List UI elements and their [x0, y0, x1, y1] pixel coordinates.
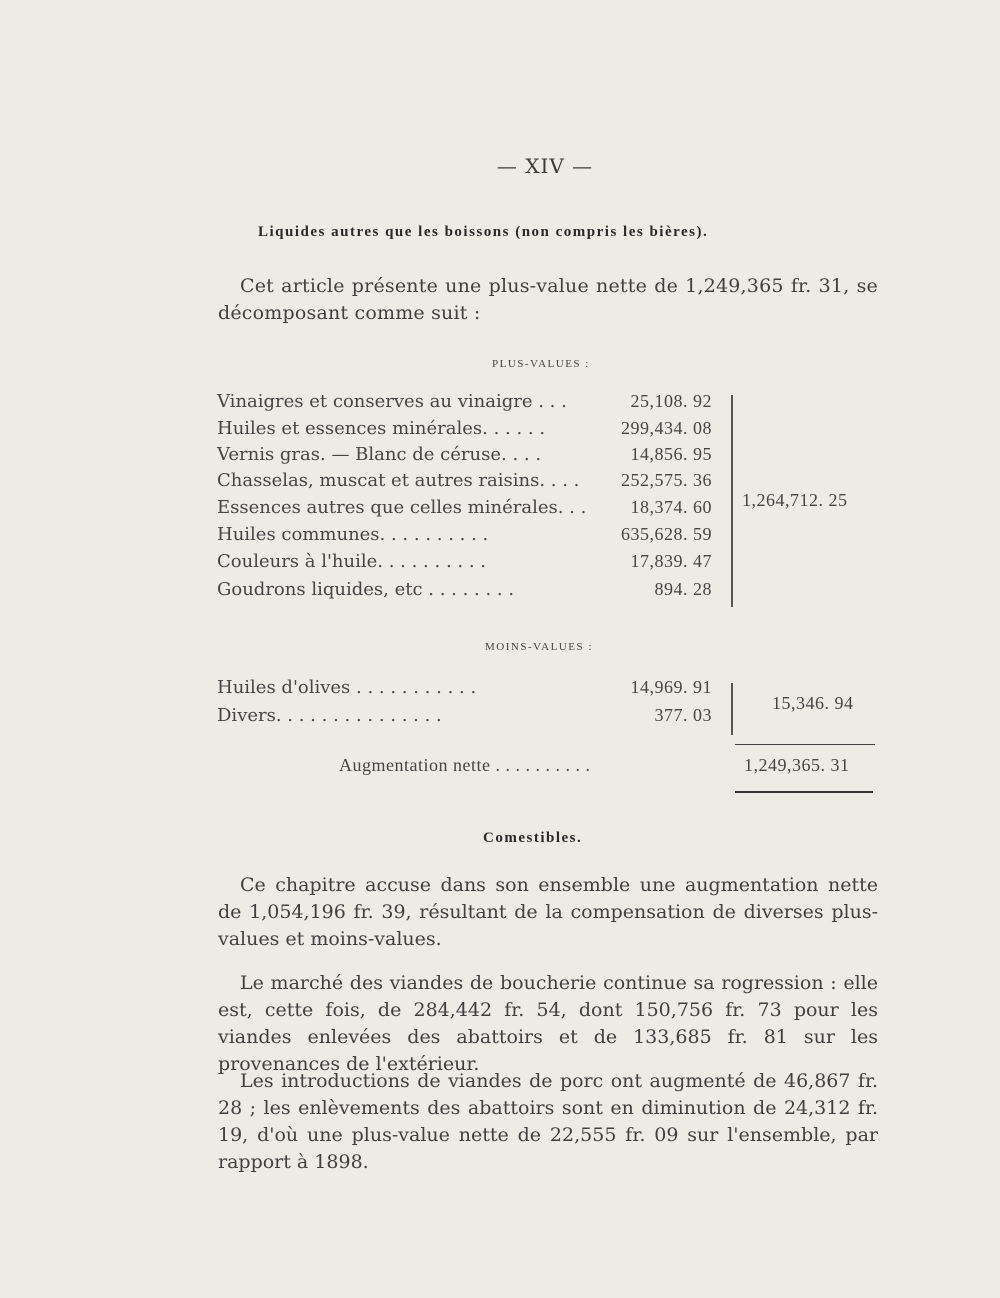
row-value: 17,839. 47	[630, 551, 712, 571]
row-label: Essences autres que celles minérales. . .	[217, 497, 587, 518]
row-label: Vinaigres et conserves au vinaigre . . .	[217, 391, 567, 412]
row-label: Huiles d'olives . . . . . . . . . . .	[217, 677, 477, 698]
row-label: Goudrons liquides, etc . . . . . . . .	[217, 579, 515, 600]
row-value: 14,856. 95	[630, 444, 712, 464]
moins-values-heading: MOINS-VALUES :	[485, 641, 593, 653]
row-label: Vernis gras. — Blanc de céruse. . . .	[217, 444, 542, 465]
paragraph: Les introductions de viandes de porc ont augmenté de 46,867 fr. 28 ; les enlèvements des abattoirs sont en diminution de 24,312 fr. 19, d'où une plus-value nette de 22,555 fr. 09 sur l'ensemble, par rapport à 1898.	[218, 1070, 878, 1173]
section-title-liquides: Liquides autres que les boissons (non compris les bières).	[258, 224, 709, 240]
plus-values-brace	[731, 395, 733, 607]
row-value: 299,434. 08	[621, 418, 712, 438]
plus-values-heading: PLUS-VALUES :	[492, 358, 590, 370]
moins-values-brace	[731, 683, 733, 735]
row-label: Huiles et essences minérales. . . . . .	[217, 418, 546, 439]
paragraph: Ce chapitre accuse dans son ensemble une augmentation nette de 1,054,196 fr. 39, résultant de la compensation de diverses plus-values et moins-values.	[218, 874, 878, 950]
row-value: 25,108. 92	[630, 391, 712, 411]
row-label: Couleurs à l'huile. . . . . . . . . .	[217, 551, 486, 572]
plus-values-total: 1,264,712. 25	[742, 490, 848, 510]
row-value: 252,575. 36	[621, 470, 712, 490]
net-label: Augmentation nette . . . . . . . . . .	[339, 755, 591, 775]
section-title-comestibles: Comestibles.	[483, 830, 583, 846]
page-number: — XIV —	[496, 154, 594, 178]
moins-values-total: 15,346. 94	[772, 693, 854, 713]
net-value: 1,249,365. 31	[744, 755, 850, 775]
row-label: Chasselas, muscat et autres raisins. . . .	[217, 470, 580, 491]
sum-rule	[735, 744, 875, 745]
row-label: Divers. . . . . . . . . . . . . . .	[217, 705, 442, 726]
double-rule	[735, 791, 873, 793]
intro-paragraph: Cet article présente une plus-value nette de 1,249,365 fr. 31, se décomposant comme suit :	[218, 275, 878, 324]
row-value: 377. 03	[654, 705, 712, 725]
row-value: 18,374. 60	[630, 497, 712, 517]
row-value: 635,628. 59	[621, 524, 712, 544]
row-value: 894. 28	[654, 579, 712, 599]
paragraph: Le marché des viandes de boucherie continue sa rogression : elle est, cette fois, de 284,442 fr. 54, dont 150,756 fr. 73 pour les viandes enlevées des abattoirs et de 133,685 fr. 81 sur les provenances de l'extérieur.	[218, 972, 878, 1075]
row-label: Huiles communes. . . . . . . . . .	[217, 524, 489, 545]
row-value: 14,969. 91	[630, 677, 712, 697]
